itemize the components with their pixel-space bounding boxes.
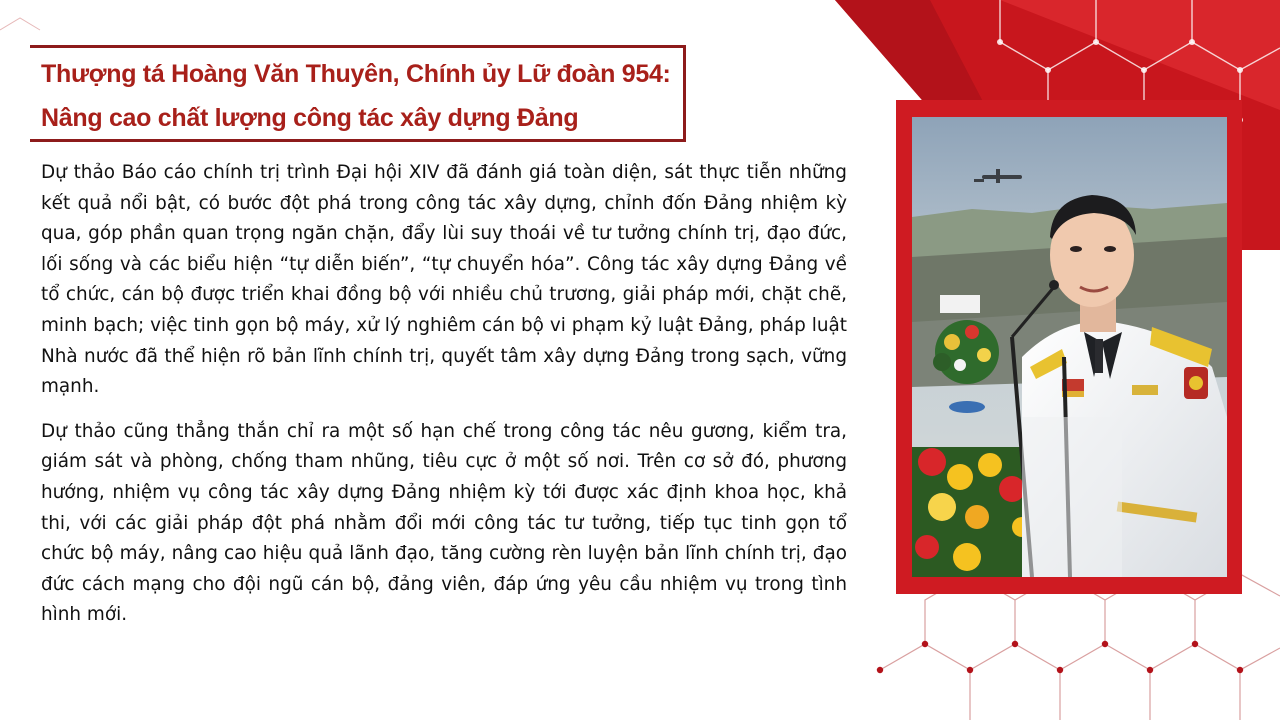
paragraph-2: Dự thảo cũng thẳng thắn chỉ ra một số hạn chế trong công tác nêu gương, kiểm tra, giám sát và phòng, chống tham nhũng, tiêu cực ở một số nơi. Trên cơ sở đó, phương hướng, nhiệm vụ công tác xây dựng Đảng nhiệm kỳ tới được xác định khoa học, khả thi, với các giải pháp đột phá nhằm đổi mới công tác tư tưởng, tiếp tục tinh gọn tổ chức bộ máy, nâng cao hiệu quả lãnh đạo, tăng cường rèn luyện bản lĩnh chính trị, đạo đức cách mạng cho đội ngũ cán bộ, đảng viên, đáp ứng yêu cầu nhiệm vụ trong tình hình mới. [41, 420, 847, 626]
paragraph-1: Dự thảo Báo cáo chính trị trình Đại hội XIV đã đánh giá toàn diện, sát thực tiễn những kết quả nổi bật, có bước đột phá trong công tác xây dựng, chỉnh đốn Đảng nhiệm kỳ qua, góp phần quan trọng ngăn chặn, đẩy lùi suy thoái về tư tưởng chính trị, đạo đức, lối sống và các biểu hiện “tự diễn biến”, “tự chuyển hóa”. Công tác xây dựng Đảng về tổ chức, cán bộ được triển khai đồng bộ với nhiều chủ trương, giải pháp mới, chặt chẽ, minh bạch; việc tinh gọn bộ máy, xử lý nghiêm cán bộ vi phạm kỷ luật Đảng, pháp luật Nhà nước đã thể hiện rõ bản lĩnh chính trị, quyết tâm xây dựng Đảng trong sạch, vững mạnh. [41, 162, 847, 398]
title-line-1: Thượng tá Hoàng Văn Thuyên, Chính ủy Lữ đoàn 954: [41, 60, 671, 88]
title-line-2: Nâng cao chất lượng công tác xây dựng Đảng [41, 104, 579, 132]
article-body [41, 158, 847, 645]
speaker-portrait-image [912, 117, 1227, 577]
